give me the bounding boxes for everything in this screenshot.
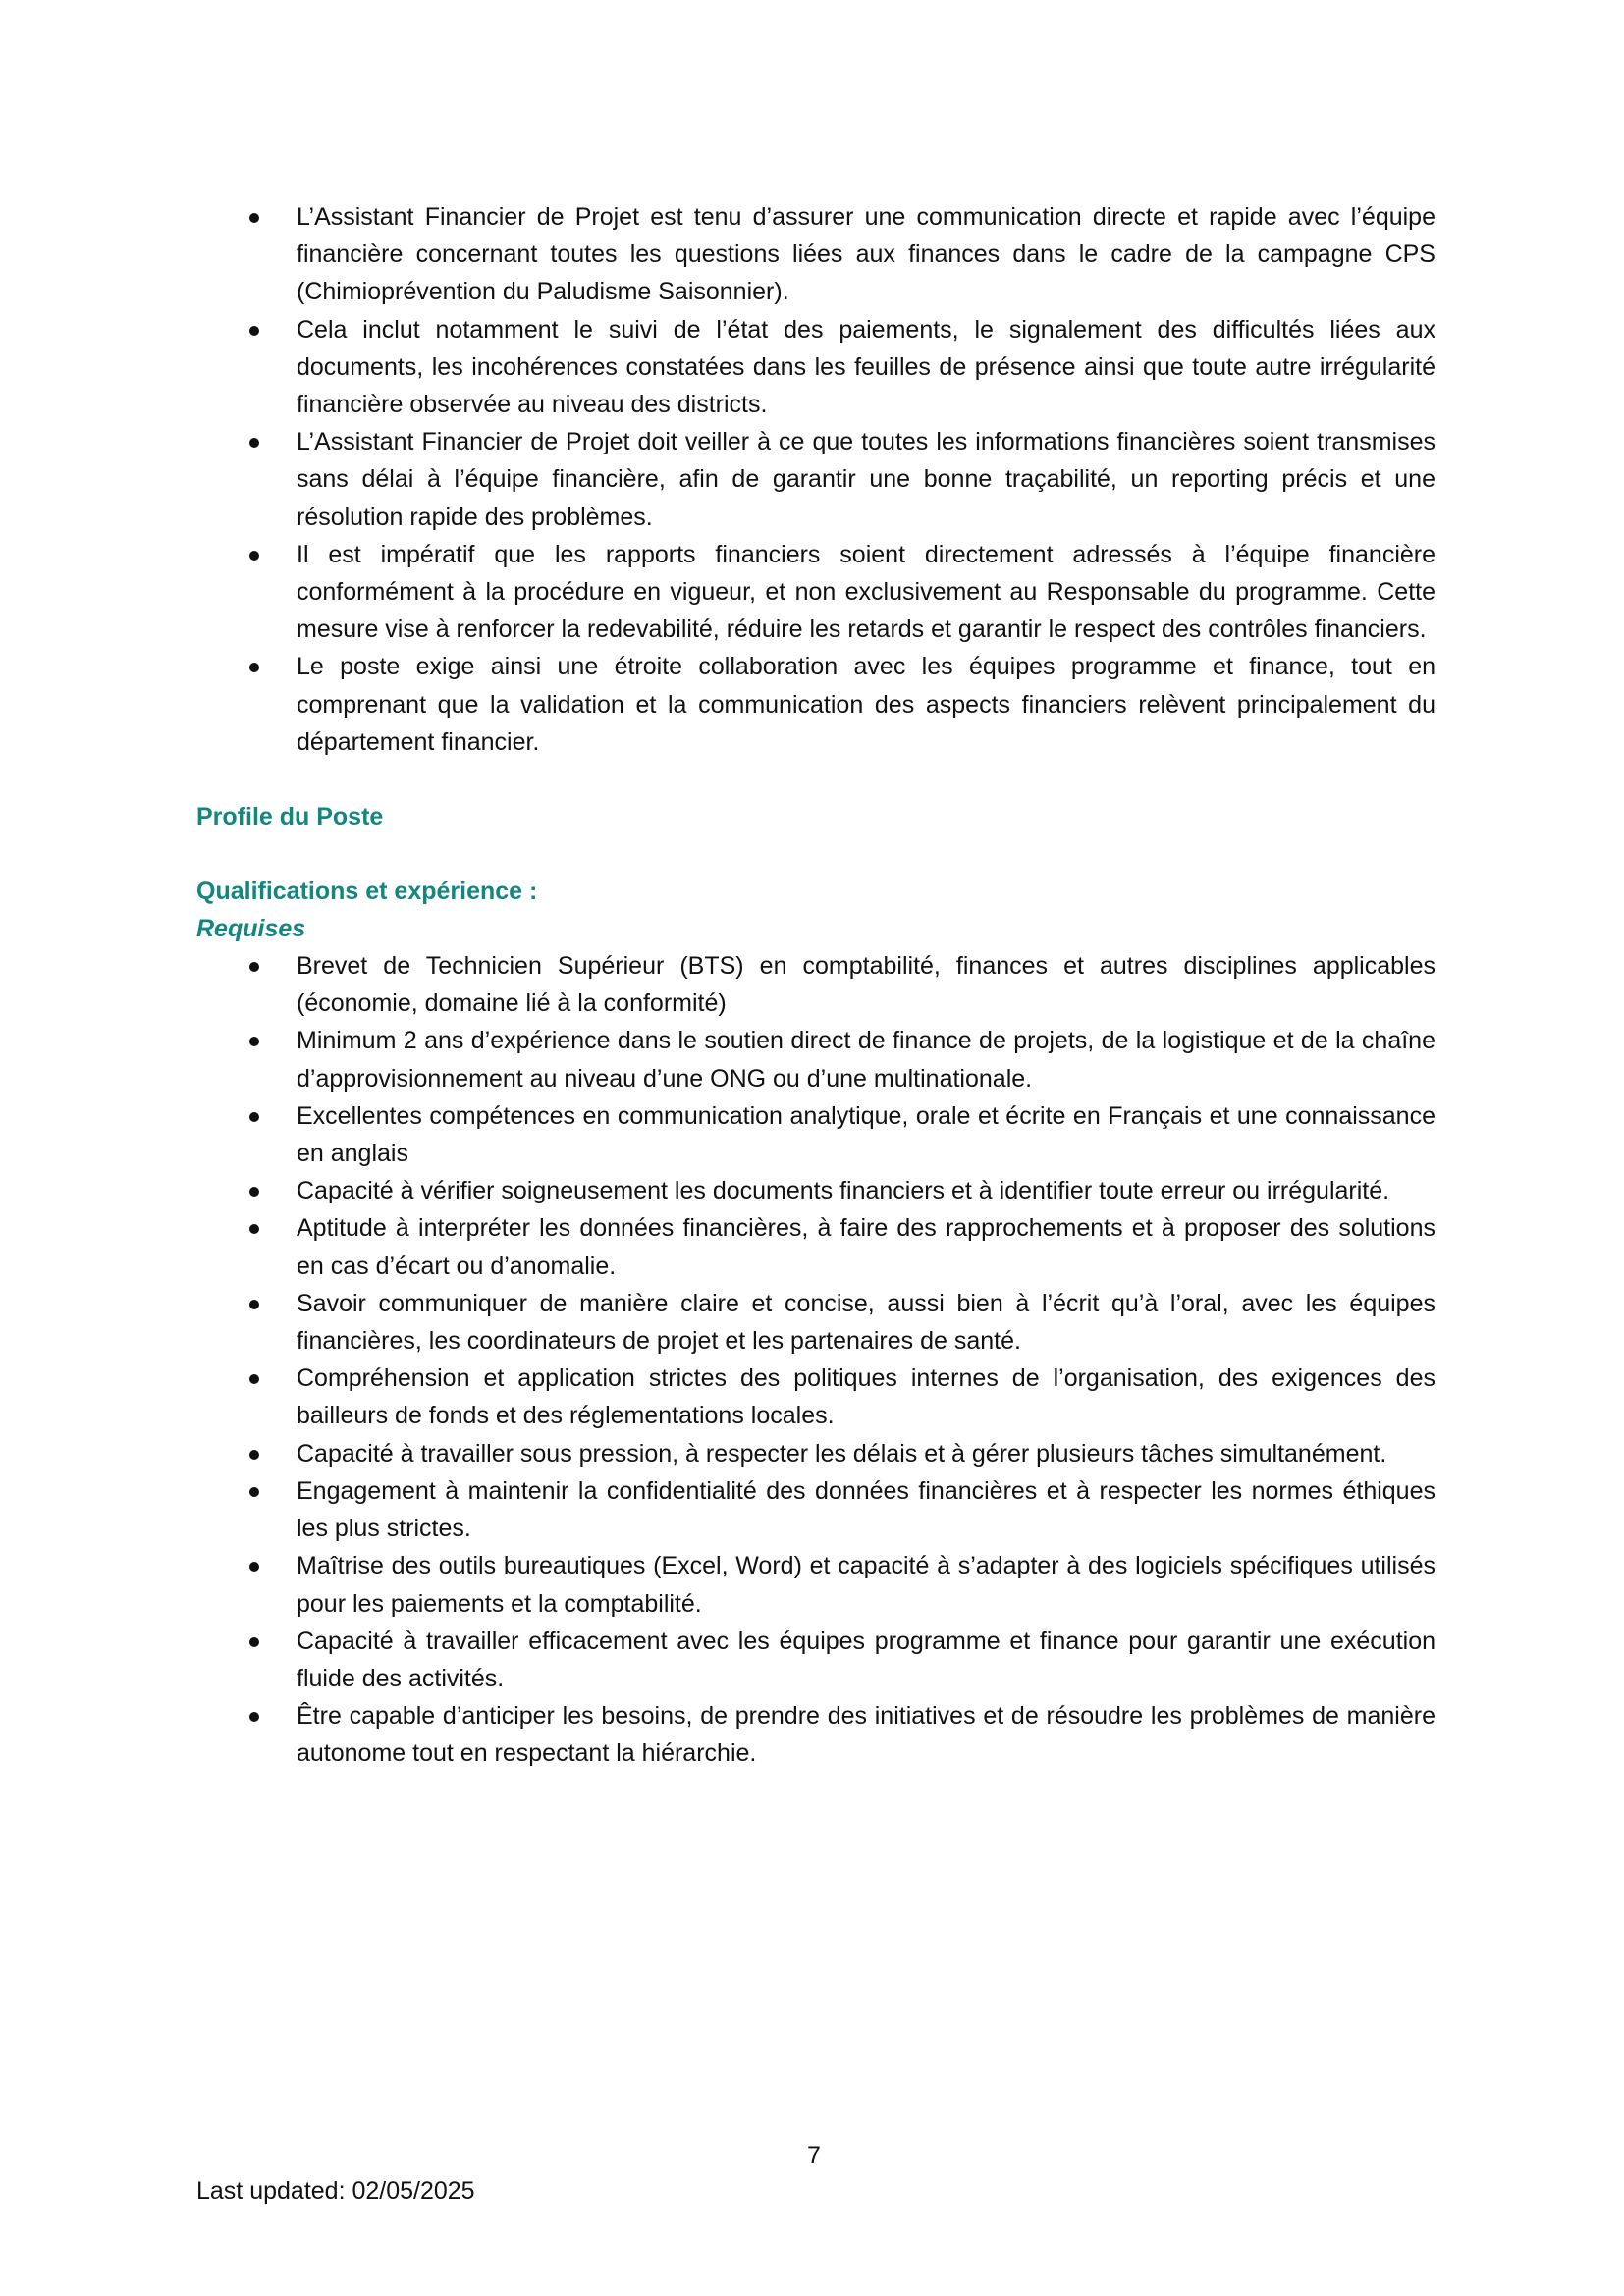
list-item: Être capable d’anticiper les besoins, de prendre des initiatives et de résoudre les problèmes de manière autonome tout en respectant la hiérarchie. [196, 1697, 1435, 1772]
requirements-list [196, 947, 1435, 1772]
bullet-icon [249, 551, 259, 561]
list-item: Maîtrise des outils bureautiques (Excel, Word) et capacité à s’adapter à des logiciels spécifiques utilisés pour les paiements et la comptabilité. [196, 1547, 1435, 1622]
bullet-icon [249, 1187, 259, 1197]
qualifications-heading: Qualifications et expérience : [196, 878, 538, 906]
bullet-icon [249, 1487, 259, 1497]
bullet-icon [249, 1112, 259, 1122]
bullet-icon [249, 663, 259, 672]
bullet-icon [249, 1712, 259, 1722]
responsibilities-list [196, 198, 1435, 761]
list-item: Cela inclut notamment le suivi de l’état des paiements, le signalement des difficultés liées aux documents, les incohérences constatées dans les feuilles de présence ainsi que toute autre irrégularité financière observée au niveau des districts. [196, 311, 1435, 424]
bullet-icon [249, 1224, 259, 1234]
list-item: Engagement à maintenir la confidentialité des données financières et à respecter les normes éthiques les plus strictes. [196, 1472, 1435, 1547]
bullet-icon [249, 1374, 259, 1384]
list-item: Savoir communiquer de manière claire et concise, aussi bien à l’écrit qu’à l’oral, avec les équipes financières, les coordinateurs de projet et les partenaires de santé. [196, 1285, 1435, 1360]
page-content [196, 198, 1435, 1773]
list-item: Compréhension et application strictes des politiques internes de l’organisation, des exigences des bailleurs de fonds et des réglementations locales. [196, 1360, 1435, 1434]
profile-heading: Profile du Poste [196, 803, 384, 831]
list-item: Le poste exige ainsi une étroite collaboration avec les équipes programme et finance, tout en comprenant que la validation et la communication des aspects financiers relèvent principalement du département financier. [196, 648, 1435, 761]
list-item: Excellentes compétences en communication analytique, orale et écrite en Français et une connaissance en anglais [196, 1097, 1435, 1172]
bullet-icon [249, 1450, 259, 1460]
list-item: L’Assistant Financier de Projet est tenu d’assurer une communication directe et rapide avec l’équipe financière concernant toutes les questions liées aux finances dans le cadre de la campagne CPS (Chimioprévention du Paludisme Saisonnier). [196, 198, 1435, 311]
bullet-icon [249, 213, 259, 223]
bullet-icon [249, 1300, 259, 1309]
bullet-icon [249, 326, 259, 336]
bullet-icon [249, 438, 259, 448]
list-item: L’Assistant Financier de Projet doit veiller à ce que toutes les informations financières soient transmises sans délai à l’équipe financière, afin de garantir une bonne traçabilité, un reporting précis et une résolution rapide des problèmes. [196, 423, 1435, 536]
list-item: Il est impératif que les rapports financiers soient directement adressés à l’équipe financière conformément à la procédure en vigueur, et non exclusivement au Responsable du programme. Cette mesure vise à renforcer la redevabilité, réduire les retards et garantir le respect des contrôles financiers. [196, 536, 1435, 649]
list-item: Capacité à travailler sous pression, à respecter les délais et à gérer plusieurs tâches simultanément. [196, 1435, 1435, 1472]
bullet-icon [249, 1562, 259, 1572]
bullet-icon [249, 1637, 259, 1647]
page-number: 7 [807, 2142, 821, 2169]
list-item: Brevet de Technicien Supérieur (BTS) en comptabilité, finances et autres disciplines applicables (économie, domaine lié à la conformité) [196, 947, 1435, 1022]
bullet-icon [249, 1037, 259, 1046]
list-item: Capacité à vérifier soigneusement les documents financiers et à identifier toute erreur ou irrégularité. [196, 1172, 1435, 1209]
bullet-icon [249, 962, 259, 972]
list-item: Capacité à travailler efficacement avec les équipes programme et finance pour garantir une exécution fluide des activités. [196, 1623, 1435, 1697]
required-subheading: Requises [196, 915, 306, 943]
list-item: Aptitude à interpréter les données financières, à faire des rapprochements et à proposer des solutions en cas d’écart ou d’anomalie. [196, 1209, 1435, 1284]
last-updated-footer: Last updated: 02/05/2025 [196, 2177, 475, 2205]
list-item: Minimum 2 ans d’expérience dans le soutien direct de finance de projets, de la logistique et de la chaîne d’approvisionnement au niveau d’une ONG ou d’une multinationale. [196, 1022, 1435, 1096]
